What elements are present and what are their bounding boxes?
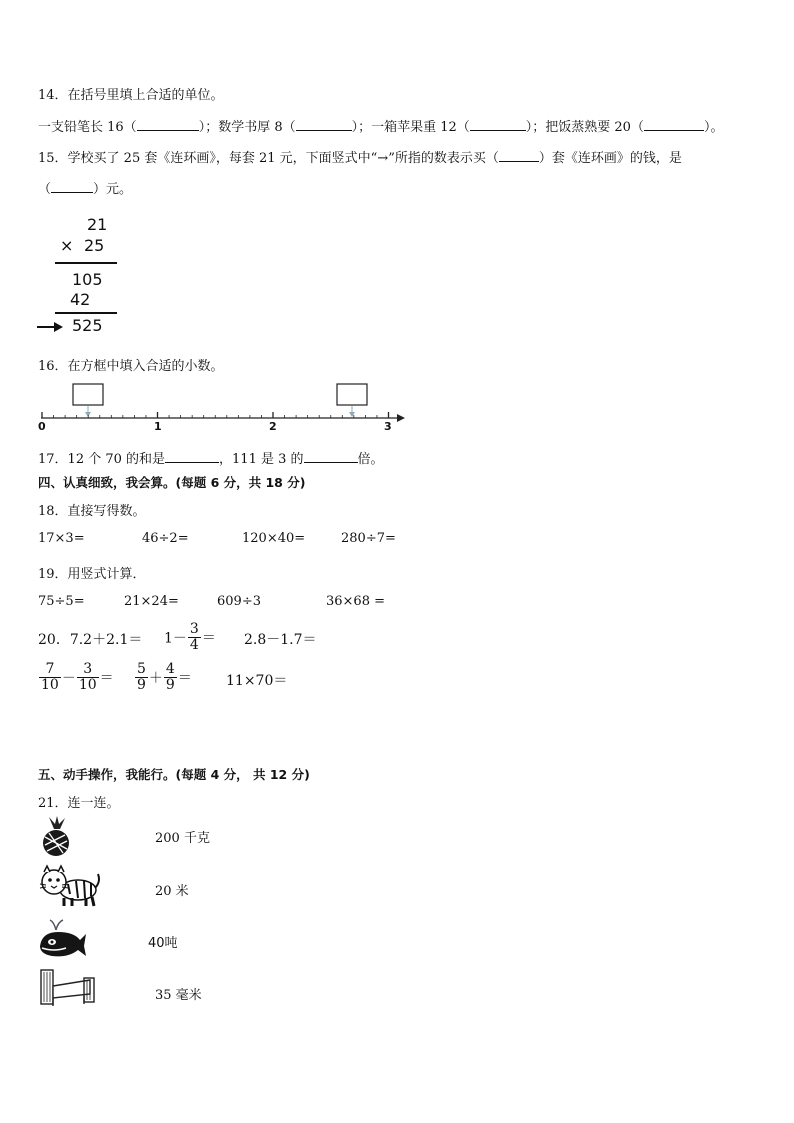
tick-label-3: 3 <box>384 420 392 433</box>
q18-item-2: 46÷2= <box>142 531 189 546</box>
q15-text-c: （ <box>38 182 52 197</box>
q15-line-2 <box>38 178 132 197</box>
q20-e-fraction-1 <box>135 662 148 693</box>
q20-b-fraction <box>188 622 201 653</box>
section-5-title: 五、动手操作，我能行。(每题 4 分， 共 12 分) <box>38 767 310 782</box>
q15-blank-2[interactable] <box>51 180 93 193</box>
q14-line <box>38 116 723 135</box>
q17-text-b: ，111 是 3 的 <box>219 452 304 467</box>
q18-item-1: 17×3= <box>38 531 85 546</box>
calc-rule-2 <box>55 312 117 314</box>
q20-d-den-1: 10 <box>41 677 59 693</box>
q20-b-den: 4 <box>189 637 199 653</box>
q21-title: 21．连一连。 <box>38 796 120 811</box>
q20-expr-f: 11×70＝ <box>226 673 288 689</box>
q20-expr-a <box>38 629 142 649</box>
q20-expr-c: 2.8－1.7＝ <box>244 632 317 648</box>
q20-e-den-2: 9 <box>165 677 175 693</box>
q20-d-fraction-1 <box>39 662 61 693</box>
q20-d-num-2: 3 <box>77 662 99 678</box>
calc-multiplier: 25 <box>84 236 105 255</box>
q21-label-2: 20 米 <box>155 884 189 899</box>
q15-text-d: ）元。 <box>93 182 133 197</box>
calc-top: 21 <box>87 215 108 234</box>
q14-seg-5: ）。 <box>703 120 724 135</box>
q20-e-op: ＋ <box>148 670 163 687</box>
number-line <box>35 380 410 435</box>
q15-line-1 <box>38 147 682 166</box>
tick-label-1: 1 <box>154 420 162 433</box>
q20-d-eq: ＝ <box>99 670 114 687</box>
q20-e-num-2: 4 <box>165 661 175 677</box>
answer-box-2 <box>337 384 367 405</box>
tiger-icon <box>38 864 102 908</box>
q14-blank-2[interactable] <box>296 118 352 131</box>
q19-item-4: 36×68 = <box>326 594 386 609</box>
q17-text-a: 17．12 个 70 的和是 <box>38 452 166 467</box>
q15-blank-1[interactable] <box>499 149 539 162</box>
section-4-title: 四、认真细致，我会算。(每题 6 分，共 18 分) <box>38 475 306 490</box>
q14-title: 14．在括号里填上合适的单位。 <box>38 88 224 103</box>
q21-label-1: 200 千克 <box>155 831 210 846</box>
q14-blank-1[interactable] <box>137 118 199 131</box>
q14-seg-2: ）；数学书厚 8（ <box>198 120 296 135</box>
q17-blank-2[interactable] <box>304 450 358 463</box>
q19-item-2: 21×24= <box>124 594 179 609</box>
q14-seg-3: ）；一箱苹果重 12（ <box>351 120 470 135</box>
q19-item-3: 609÷3 <box>217 594 261 609</box>
q20-e-num-1: 5 <box>137 661 146 677</box>
calc-result: 525 <box>72 316 103 335</box>
q20-e-fraction-2 <box>164 662 177 693</box>
calc-partial-2: 42 <box>70 290 91 309</box>
q18-title: 18．直接写得数。 <box>38 504 146 519</box>
axis-arrow <box>397 414 405 422</box>
q17-line <box>38 448 384 467</box>
q14-blank-3[interactable] <box>470 118 526 131</box>
q20-prefix: 20． <box>38 632 70 648</box>
q14-blank-4[interactable] <box>644 118 704 131</box>
q20-e-den-1: 9 <box>137 677 146 693</box>
q20-d-fraction-2 <box>77 662 99 693</box>
q20-d-op: － <box>61 670 76 687</box>
whale-icon <box>36 918 88 958</box>
q16-title: 16．在方框中填入合适的小数。 <box>38 359 224 374</box>
tick-label-0: 0 <box>38 420 46 433</box>
q15-text-a: 15．学校买了 25 套《连环画》，每套 21 元，下面竖式中“→”所指的数表示买（ <box>38 151 499 166</box>
q19-item-1: 75÷5= <box>38 594 85 609</box>
calc-rule-1 <box>55 262 117 264</box>
q15-text-b: ）套《连环画》的钱，是 <box>538 151 682 166</box>
q20-expr-b <box>164 622 216 653</box>
q18-item-4: 280÷7= <box>341 531 396 546</box>
calc-times-sign: × <box>60 236 74 255</box>
q21-label-4: 35 毫米 <box>155 988 202 1003</box>
q17-blank-1[interactable] <box>165 450 219 463</box>
q19-title: 19．用竖式计算． <box>38 567 146 582</box>
q20-d-den-2: 10 <box>78 677 97 693</box>
tick-label-2: 2 <box>269 420 277 433</box>
q14-seg-1: 一支铅笔长 16（ <box>38 120 137 135</box>
bed-icon <box>38 966 96 1008</box>
minor-ticks <box>42 412 389 418</box>
q20-expr-e <box>134 662 192 693</box>
q20-d-num-1: 7 <box>39 662 61 678</box>
q14-seg-4: ）；把饭蒸熟要 20（ <box>525 120 644 135</box>
q20-b-eq: ＝ <box>201 630 216 647</box>
q20-a: 7.2＋2.1＝ <box>69 632 143 648</box>
q21-label-3: 40吨 <box>148 936 178 951</box>
q17-text-c: 倍。 <box>357 452 384 467</box>
q20-b-num: 3 <box>189 621 199 637</box>
q20-b-lead: 1－ <box>164 630 187 647</box>
q18-item-3: 120×40= <box>242 531 306 546</box>
q20-expr-d <box>38 662 114 693</box>
calc-partial-1: 105 <box>72 270 103 289</box>
answer-box-1 <box>73 384 103 405</box>
arrow-icon <box>36 320 64 334</box>
pineapple-icon <box>37 815 73 857</box>
q20-e-eq: ＝ <box>177 670 192 687</box>
